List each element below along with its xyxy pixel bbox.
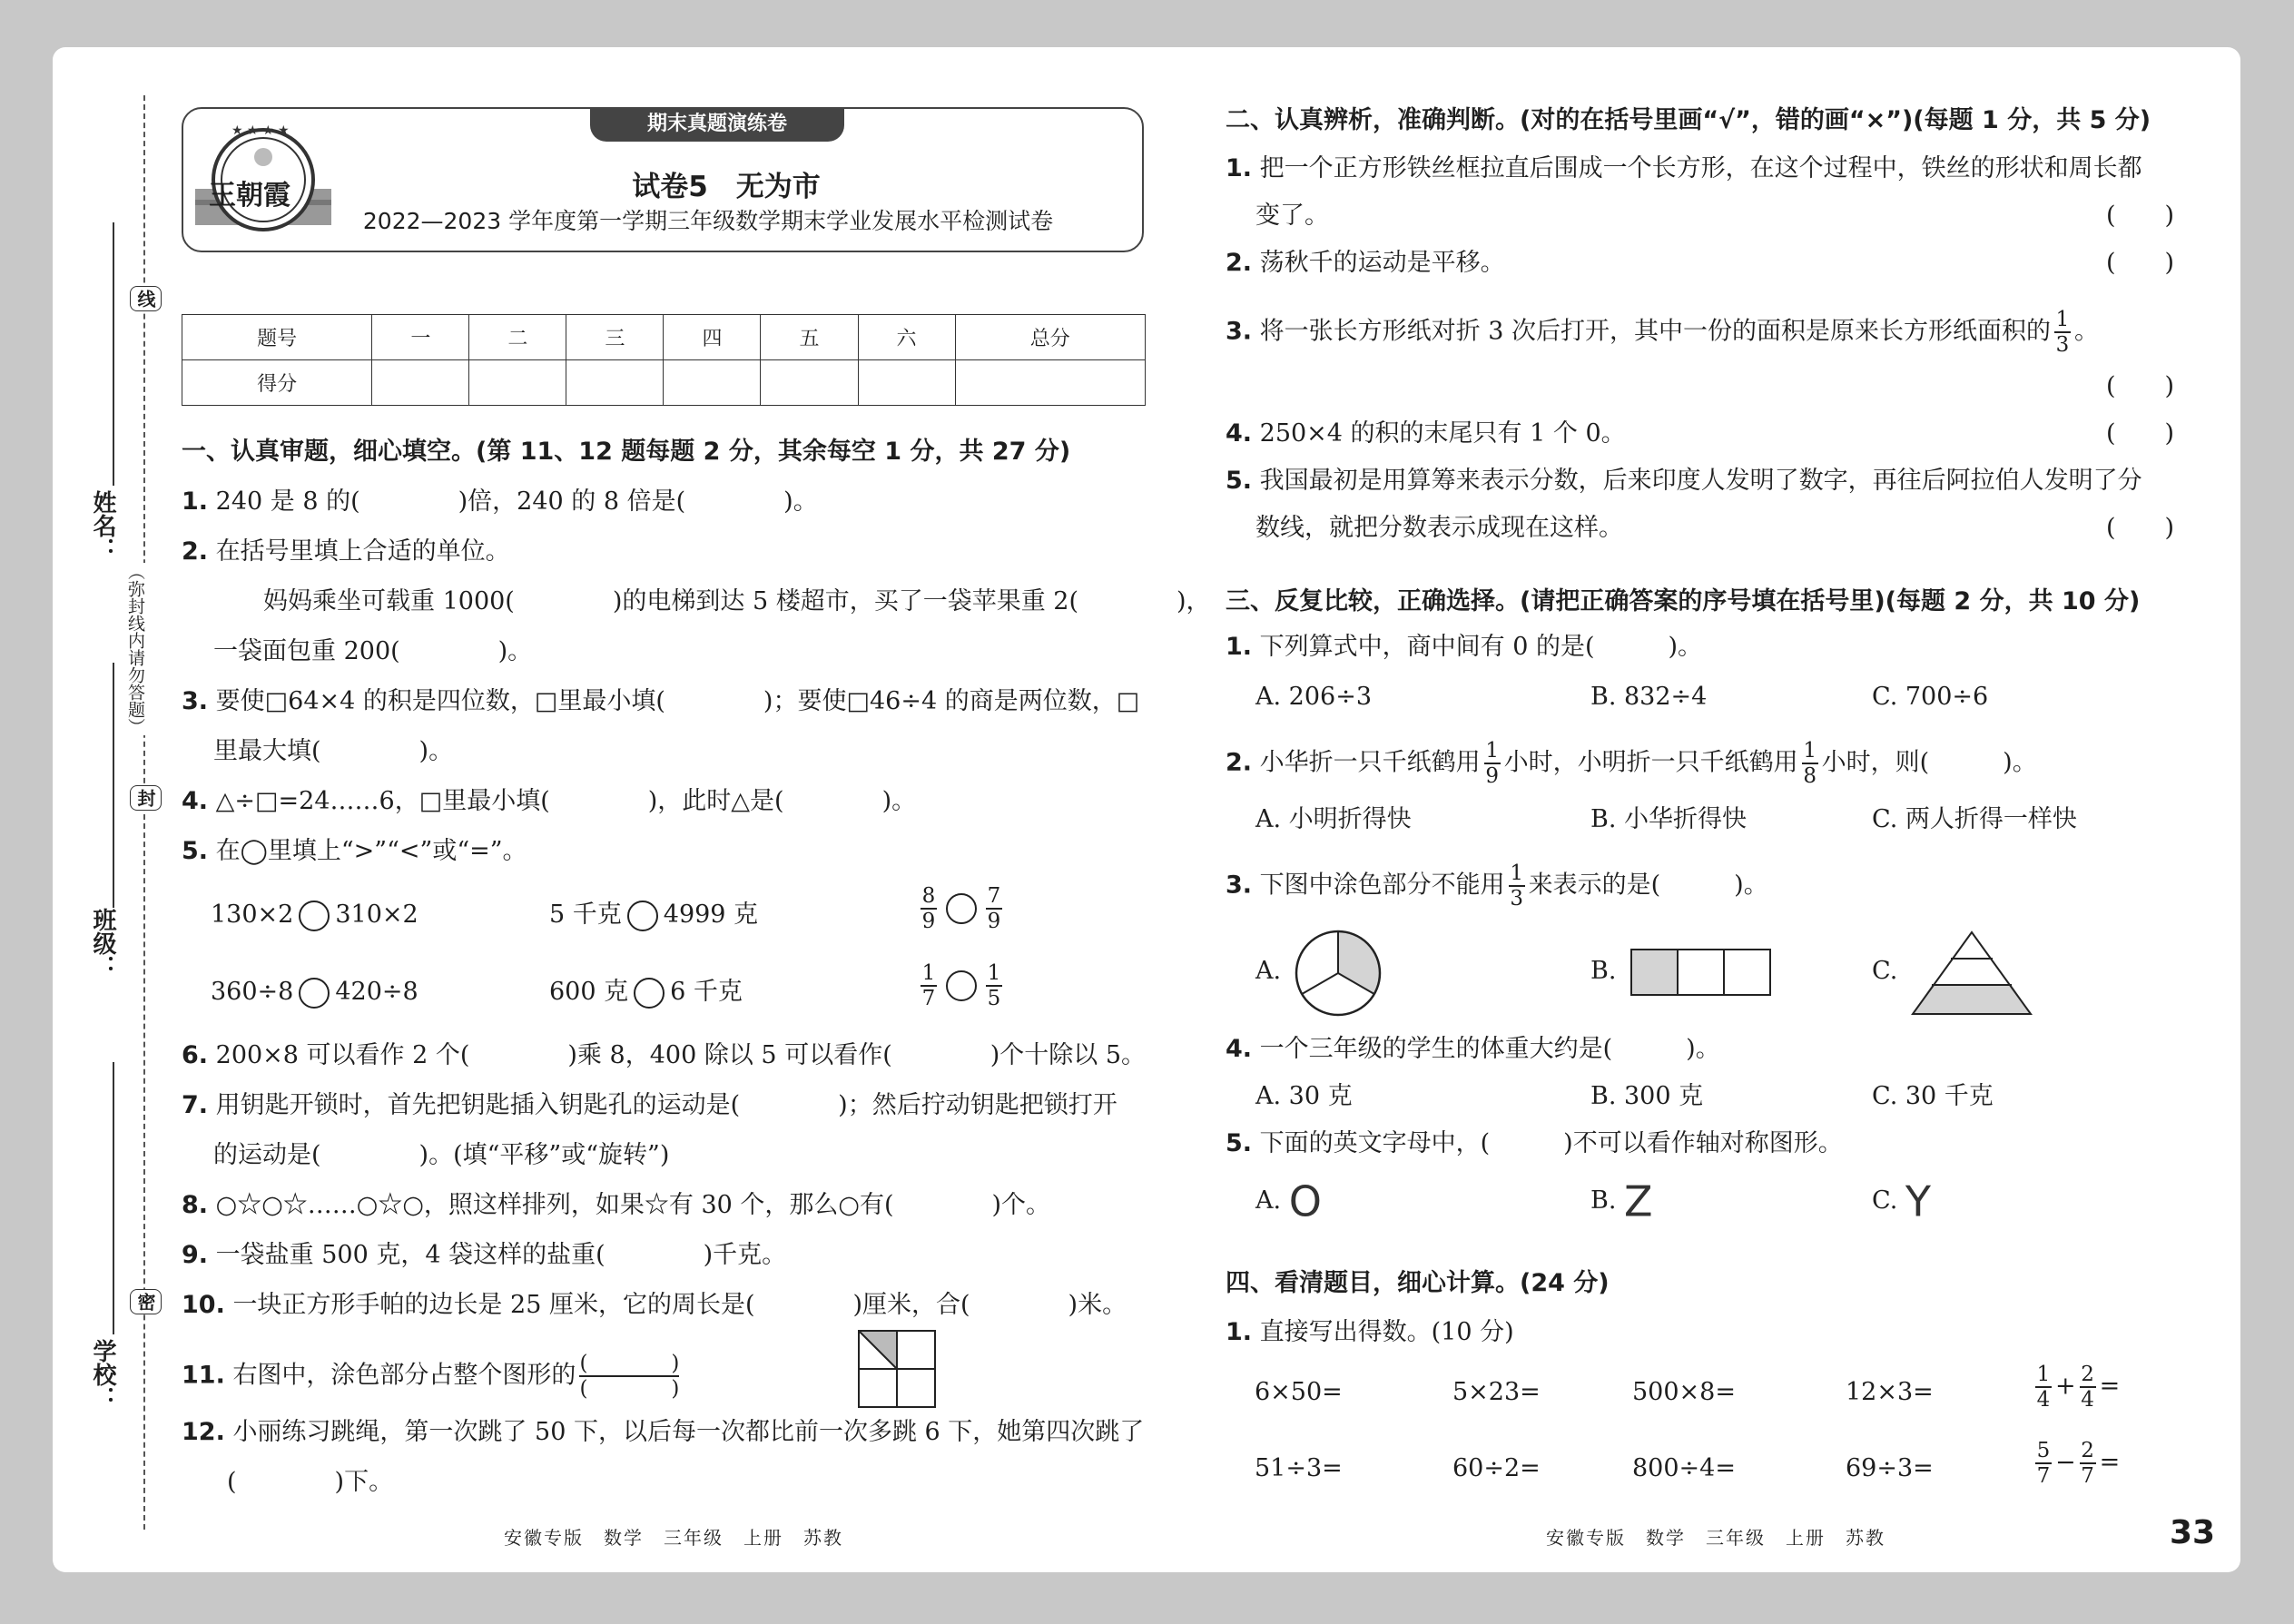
- class-label: 班级：: [89, 908, 116, 979]
- q2-5: [1226, 465, 2142, 497]
- denominator: 7: [2081, 1464, 2094, 1488]
- section-4-title: 四、看清题目，细心计算。(24 分): [1226, 1269, 1610, 1297]
- q-text: 把一个正方形铁丝框拉直后围成一个长方形，在这个过程中，铁丝的形状和周长都: [1259, 154, 2142, 182]
- name-label: 姓名：: [89, 490, 116, 561]
- numerator: 5: [2036, 1439, 2051, 1462]
- q1-2-line-a: 妈妈乘坐可载重 1000( )的电梯到达 5 楼超市，买了一袋苹果重 2( )，: [263, 587, 1211, 615]
- fraction: [2080, 1363, 2096, 1411]
- fraction: [1484, 740, 1501, 787]
- q1-10: [182, 1289, 1127, 1322]
- compare-right: 6 千克: [670, 978, 743, 1006]
- calc-item[interactable]: [2032, 1440, 2120, 1487]
- numerator: 1: [1510, 861, 1523, 885]
- compare-5: [549, 976, 743, 1009]
- q-num: 2.: [1226, 748, 1253, 777]
- q-num: 7.: [182, 1091, 209, 1119]
- equal-sign: =: [2099, 1372, 2121, 1401]
- compare-circle[interactable]: [627, 901, 658, 931]
- q1-1: [182, 486, 818, 518]
- minus-sign: −: [2055, 1448, 2076, 1477]
- q1-6: [182, 1039, 1146, 1072]
- q1-2: [182, 536, 510, 568]
- svg-text:★ ★ ★ ★: ★ ★ ★ ★: [231, 123, 290, 138]
- q1-12-line-b: ( )下。: [227, 1468, 394, 1496]
- fraction: [2080, 1440, 2096, 1487]
- compare-6: [917, 962, 1006, 1009]
- q-text: 一袋盐重 500 克，4 袋这样的盐重( )千克。: [215, 1241, 787, 1269]
- q-text: 小丽练习跳绳，第一次跳了 50 下，以后每一次都比前一次多跳 6 下，她第四次跳了: [232, 1418, 1145, 1446]
- logo-text: 王朝霞: [209, 180, 290, 212]
- denominator: 9: [1485, 764, 1499, 788]
- score-row: [182, 360, 1146, 406]
- q1-9: [182, 1239, 786, 1272]
- calc-item[interactable]: [2032, 1363, 2120, 1411]
- q-text: 小时，小明折一只千纸鹤用: [1503, 748, 1798, 777]
- q1-5: [182, 835, 527, 868]
- q-text: 我国最初是用算筹来表示分数，后来印度人发明了数字，再往后阿拉伯人发明了分: [1259, 467, 2142, 495]
- q-text: 直接写出得数。(10 分): [1259, 1318, 1514, 1346]
- numerator: 1: [1485, 739, 1499, 763]
- denominator: 3: [1510, 887, 1523, 910]
- q3-2: [1226, 740, 2037, 787]
- answer-paren[interactable]: ( ): [2106, 249, 2175, 277]
- q1-3-line-b: 里最大填( )。: [213, 737, 454, 765]
- compare-1: [211, 899, 418, 931]
- q-text: 下图中涂色部分不能用: [1259, 871, 1505, 900]
- numerator: 7: [987, 884, 1001, 908]
- option-b[interactable]: B.: [1590, 957, 1617, 985]
- calc-item[interactable]: 51÷3=: [1255, 1454, 1343, 1482]
- score-cell[interactable]: [469, 360, 566, 406]
- letter-o: O: [1288, 1176, 1322, 1226]
- letter-z: Z: [1624, 1176, 1653, 1226]
- denominator: 4: [2036, 1388, 2051, 1412]
- q1-3: [182, 685, 1139, 718]
- q-text: 将一张长方形纸对折 3 次后打开，其中一份的面积是原来长方形纸面积的: [1259, 317, 2051, 346]
- exam-title: 试卷5 无为市: [632, 171, 821, 203]
- denominator: 9: [987, 910, 1001, 933]
- compare-right: 4999 克: [663, 901, 759, 929]
- q-num: 1.: [1226, 1318, 1253, 1346]
- compare-circle[interactable]: [946, 893, 977, 924]
- score-header-row: [182, 315, 1146, 360]
- calc-item[interactable]: 12×3=: [1846, 1378, 1934, 1406]
- q-num: 9.: [182, 1241, 209, 1269]
- footer-left: 安徽专版 数学 三年级 上册 苏教: [504, 1527, 843, 1549]
- fraction: [986, 885, 1002, 932]
- q-text: 在括号里填上合适的单位。: [215, 537, 510, 566]
- fraction: [921, 885, 937, 932]
- section-3-title: 三、反复比较，正确选择。(请把正确答案的序号填在括号里)(每题 2 分，共 10 分): [1226, 587, 2141, 615]
- numerator: 2: [2081, 1363, 2094, 1386]
- q-text: 小华折一只千纸鹤用: [1259, 748, 1481, 777]
- q-num: 2.: [1226, 249, 1253, 277]
- q3-5: [1226, 1127, 1843, 1160]
- equal-sign: =: [2099, 1448, 2121, 1477]
- option-c[interactable]: C. 两人折得一样快: [1872, 805, 2077, 833]
- q-text: 小时，则( )。: [1821, 748, 2037, 777]
- q2-4: [1226, 418, 1626, 450]
- q-text: 要使□64×4 的积是四位数，□里最小填( )；要使□46÷4 的商是两位数，□: [215, 687, 1140, 715]
- q-text: 在◯里填上“>”“<”或“=”。: [215, 837, 527, 865]
- compare-left: 600 克: [549, 978, 629, 1006]
- score-header-cell: 二: [469, 315, 566, 360]
- denominator: 4: [2081, 1388, 2094, 1412]
- seal-char-mi: 密: [130, 1289, 162, 1314]
- q-num: 10.: [182, 1291, 225, 1319]
- option-label: A.: [1255, 1186, 1282, 1215]
- q-num: 5.: [182, 837, 209, 865]
- q-num: 12.: [182, 1418, 225, 1446]
- q2-3: 3. 将一张长方形纸对折 3 次后打开，其中一份的面积是原来长方形纸面积的 $\frac{1}{3}$ 。: [1226, 308, 2099, 357]
- q1-8: [182, 1189, 1050, 1222]
- q-text: 来表示的是( )。: [1528, 871, 1768, 900]
- option-c[interactable]: [1872, 1176, 1931, 1226]
- plus-sign: +: [2055, 1372, 2076, 1401]
- seal-char-xian: 线: [130, 286, 162, 311]
- numerator: 1: [987, 961, 1001, 985]
- q1-12: [182, 1416, 1144, 1449]
- q1-2-line-b: 一袋面包重 200( )。: [213, 637, 533, 665]
- score-header-cell: 四: [664, 315, 761, 360]
- exam-subtitle: 2022—2023 学年度第一学期三年级数学期末学业发展水平检测试卷: [362, 208, 1054, 234]
- option-a[interactable]: A. 206÷3: [1255, 683, 1372, 711]
- calc-item[interactable]: 60÷2=: [1452, 1454, 1541, 1482]
- denominator: 5: [987, 987, 1001, 1010]
- score-cell[interactable]: [566, 360, 664, 406]
- q3-3: [1226, 862, 1768, 910]
- option-a[interactable]: A.: [1255, 957, 1282, 985]
- q-num: 1.: [182, 487, 209, 516]
- score-header-cell: 一: [372, 315, 469, 360]
- q-num: 3.: [182, 687, 209, 715]
- numerator: 8: [921, 884, 936, 908]
- section-1-title: 一、认真审题，细心填空。(第 11、12 题每题 2 分，其余每空 1 分，共 27 分): [182, 438, 1071, 466]
- seal-note: （弥封线内请勿答题）: [123, 563, 148, 735]
- q1-7-line-b: 的运动是( )。(填“平移”或“旋转”): [213, 1141, 670, 1169]
- score-header-cell: 题号: [182, 315, 372, 360]
- q-num: 2.: [182, 537, 209, 566]
- calc-item[interactable]: 6×50=: [1255, 1378, 1343, 1406]
- name-field[interactable]: [113, 222, 114, 486]
- q-num: 11.: [182, 1361, 225, 1390]
- option-b[interactable]: [1590, 1176, 1653, 1226]
- answer-paren[interactable]: ( ): [2106, 419, 2175, 448]
- numerator: 1: [2055, 308, 2070, 331]
- numerator: 1: [921, 961, 936, 985]
- class-field[interactable]: [113, 663, 114, 908]
- section-2-title: 二、认真辨析，准确判断。(对的在括号里画“√”，错的画“×”)(每题 1 分，共 5 分): [1226, 106, 2151, 134]
- numerator: 2: [2081, 1439, 2094, 1462]
- fraction: [1802, 740, 1818, 787]
- fraction: [2054, 309, 2071, 356]
- option-b[interactable]: B. 300 克: [1590, 1082, 1704, 1110]
- score-cell[interactable]: [955, 360, 1145, 406]
- q-num: 4.: [1226, 1035, 1253, 1063]
- score-table: [182, 314, 1146, 406]
- option-a[interactable]: A. 30 克: [1255, 1082, 1353, 1110]
- denominator: 7: [921, 987, 936, 1010]
- answer-denominator[interactable]: ( ): [579, 1377, 680, 1401]
- q-text: 下列算式中，商中间有 0 的是( )。: [1259, 633, 1703, 661]
- compare-circle[interactable]: [299, 901, 330, 931]
- q-text: 下面的英文字母中，( )不可以看作轴对称图形。: [1259, 1129, 1843, 1157]
- q2-1: [1226, 153, 2142, 185]
- school-label: 学校：: [89, 1339, 116, 1410]
- q4-1: [1226, 1316, 1514, 1349]
- score-header-cell: 三: [566, 315, 664, 360]
- option-c[interactable]: C. 30 千克: [1872, 1082, 1994, 1110]
- denominator: 7: [2036, 1464, 2051, 1488]
- compare-left: 5 千克: [549, 901, 622, 929]
- header-tag: 期末真题演练卷: [590, 107, 844, 142]
- fraction: [2035, 1363, 2052, 1411]
- q-text: 右图中，涂色部分占整个图形的: [232, 1361, 576, 1390]
- score-header-cell: 五: [761, 315, 858, 360]
- q-text: ○☆○☆……○☆○，照这样排列，如果☆有 30 个，那么○有( )个。: [215, 1191, 1051, 1219]
- compare-circle[interactable]: [299, 978, 330, 1009]
- option-c[interactable]: C. 700÷6: [1872, 683, 1989, 711]
- q-num: 3.: [1226, 317, 1253, 346]
- q-num: 1.: [1226, 633, 1253, 661]
- q-num: 6.: [182, 1041, 209, 1069]
- q3-4: [1226, 1033, 1720, 1066]
- q-text: 一块正方形手帕的边长是 25 厘米，它的周长是( )厘米，合( )米。: [232, 1291, 1127, 1319]
- q3-1: [1226, 631, 1702, 664]
- numerator: 1: [2036, 1363, 2051, 1386]
- compare-right: 420÷8: [335, 978, 418, 1006]
- q-num: 1.: [1226, 154, 1253, 182]
- seal-char-feng: 封: [130, 785, 162, 811]
- answer-paren[interactable]: ( ): [2106, 514, 2175, 542]
- score-cell[interactable]: [761, 360, 858, 406]
- compare-right: 310×2: [335, 901, 418, 929]
- q-num: 3.: [1226, 871, 1253, 900]
- page-number: 33: [2170, 1514, 2216, 1551]
- answer-fraction[interactable]: [579, 1353, 679, 1400]
- numerator: 1: [1803, 739, 1816, 763]
- q-text: 250×4 的积的末尾只有 1 个 0。: [1259, 419, 1626, 448]
- q2-1-line-b: 变了。: [1255, 202, 1329, 230]
- option-label: C.: [1872, 1186, 1898, 1215]
- score-row-label: 得分: [182, 360, 372, 406]
- q11-figure: [858, 1330, 936, 1412]
- denominator: 9: [921, 910, 936, 933]
- circle-figure: [1294, 929, 1383, 1021]
- calc-item[interactable]: 5×23=: [1452, 1378, 1541, 1406]
- compare-4: [211, 976, 418, 1009]
- q2-2: [1226, 247, 1505, 280]
- q-num: 8.: [182, 1191, 209, 1219]
- calc-item[interactable]: 500×8=: [1632, 1378, 1736, 1406]
- q-text: 用钥匙开锁时，首先把钥匙插入钥匙孔的运动是( )；然后拧动钥匙把锁打开: [215, 1091, 1117, 1119]
- q1-11: [182, 1353, 683, 1400]
- school-field[interactable]: [113, 1062, 114, 1334]
- option-b[interactable]: B. 832÷4: [1590, 683, 1708, 711]
- q2-5-line-b: 数线，就把分数表示成现在这样。: [1255, 514, 1623, 542]
- option-c[interactable]: C.: [1872, 957, 1898, 985]
- q-num: 5.: [1226, 467, 1253, 495]
- q-text: 240 是 8 的( )倍，240 的 8 倍是( )。: [215, 487, 818, 516]
- fraction: [1509, 862, 1525, 910]
- q1-7: [182, 1089, 1117, 1122]
- compare-2: [549, 899, 758, 931]
- denominator: 3: [2055, 333, 2070, 357]
- q-text: △÷□=24……6，□里最小填( )，此时△是( )。: [215, 787, 917, 815]
- fraction: [2035, 1440, 2052, 1487]
- score-cell[interactable]: [372, 360, 469, 406]
- calc-item[interactable]: 800÷4=: [1632, 1454, 1736, 1482]
- calc-item[interactable]: 69÷3=: [1846, 1454, 1934, 1482]
- q-num: 4.: [1226, 419, 1253, 448]
- compare-circle[interactable]: [634, 978, 665, 1009]
- fraction: [986, 962, 1002, 1009]
- score-cell[interactable]: [664, 360, 761, 406]
- answer-paren[interactable]: ( ): [2106, 372, 2175, 400]
- compare-3: [917, 885, 1006, 932]
- option-b[interactable]: B. 小华折得快: [1590, 805, 1748, 833]
- q-text: 200×8 可以看作 2 个( )乘 8，400 除以 5 可以看作( )个十除以 5。: [215, 1041, 1147, 1069]
- q-text: 荡秋千的运动是平移。: [1259, 249, 1505, 277]
- denominator: 8: [1803, 764, 1816, 788]
- rectangle-figure: [1629, 948, 1773, 1000]
- answer-numerator[interactable]: ( ): [579, 1352, 680, 1375]
- option-a[interactable]: A. 小明折得快: [1255, 805, 1412, 833]
- score-header-cell: 总分: [955, 315, 1145, 360]
- compare-left: 360÷8: [211, 978, 294, 1006]
- q1-4: [182, 785, 916, 818]
- q-text: 一个三年级的学生的体重大约是( )。: [1259, 1035, 1720, 1063]
- compare-left: 130×2: [211, 901, 294, 929]
- q-num: 5.: [1226, 1129, 1253, 1157]
- option-label: B.: [1590, 1186, 1617, 1215]
- option-a[interactable]: [1255, 1176, 1322, 1226]
- fraction: [921, 962, 937, 1009]
- footer-right: 安徽专版 数学 三年级 上册 苏教: [1546, 1527, 1885, 1549]
- compare-circle[interactable]: [946, 970, 977, 1001]
- answer-paren[interactable]: ( ): [2106, 202, 2175, 230]
- score-cell[interactable]: [858, 360, 955, 406]
- score-header-cell: 六: [858, 315, 955, 360]
- q-num: 4.: [182, 787, 209, 815]
- letter-y: Y: [1905, 1176, 1931, 1226]
- triangle-figure: [1911, 930, 2033, 1019]
